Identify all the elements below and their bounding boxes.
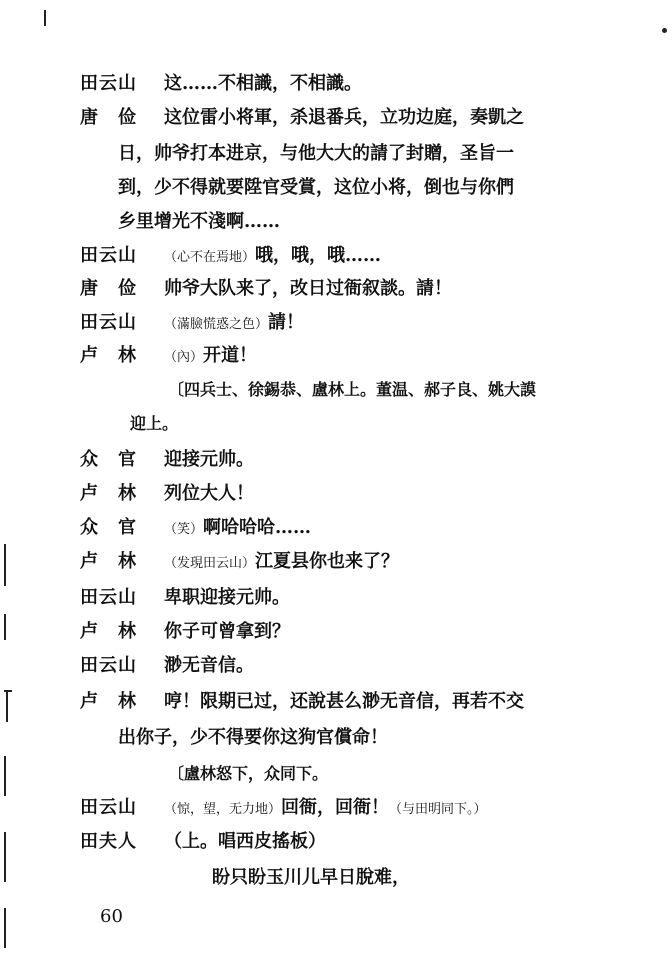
speaker-name: 卢 林 (80, 691, 137, 712)
dialogue-line (80, 277, 620, 301)
dialogue-continuation: 日，帅爷打本进京，与他大大的請了封贈，圣旨一 (118, 143, 514, 164)
speaker-name: 田云山 (80, 312, 137, 333)
dialogue-text: 帅爷大队来了，改日过衙叙談。請！ (164, 278, 452, 299)
speaker-name: 众 官 (80, 517, 137, 538)
speaker-name: 唐 俭 (80, 107, 137, 128)
dialogue-text: 这……不相識，不相識。 (164, 73, 362, 94)
dialogue-text: 回衙，回衙！ (281, 797, 390, 818)
dialogue-text: 列位大人！ (164, 483, 254, 504)
stage-direction-inline: （滿臉慌惑之色） (164, 317, 269, 332)
stage-direction-inline: （內） (164, 350, 204, 365)
dialogue-text: 哼！限期已过，还說甚么渺无音信，再若不交 (164, 691, 524, 712)
dialogue-line (80, 550, 620, 576)
song-lyric: 盼只盼玉川儿早日脫难， (212, 867, 410, 888)
dialogue-line (80, 344, 620, 370)
stage-direction: 迎上。 (130, 414, 179, 433)
dialogue-line (80, 106, 620, 130)
speaker-name: 卢 林 (80, 551, 137, 572)
scan-mark (4, 544, 6, 586)
scan-mark (4, 832, 6, 882)
speaker-name: 田云山 (80, 73, 137, 94)
dialogue-line (80, 516, 620, 542)
stage-direction-inline: （与田明同下。） (389, 802, 487, 817)
dialogue-continuation: 出你子，少不得要你这狗官償命！ (118, 727, 388, 748)
dialogue-line (80, 620, 620, 644)
dialogue-line (80, 244, 620, 270)
speaker-name: 田云山 (80, 587, 137, 608)
dialogue-continuation: 到，少不得就要陞官受賞，这位小将，倒也与你們 (118, 177, 514, 198)
dialogue-line (80, 796, 620, 822)
scan-mark (6, 692, 8, 722)
stage-direction-inline: （发現田云山） (164, 556, 256, 571)
dialogue-text: 江夏县你也来了？ (255, 551, 400, 572)
speaker-name: 田夫人 (80, 831, 137, 852)
dialogue-text: 啊哈哈哈…… (203, 517, 312, 538)
dialogue-line (80, 482, 620, 506)
dialogue-text: 請！ (268, 312, 305, 333)
stage-direction-inline: （上。唱西皮搖板） (164, 831, 326, 852)
dialogue-text: 迎接元帅。 (164, 449, 254, 470)
speaker-name: 田云山 (80, 797, 137, 818)
speaker-name: 众 官 (80, 449, 137, 470)
dialogue-line (80, 311, 620, 337)
stage-direction-inline: （笑） (164, 522, 204, 537)
dialogue-text: 你子可曾拿到？ (164, 621, 290, 642)
scan-mark (4, 908, 6, 948)
dialogue-text: 开道！ (203, 345, 258, 366)
scan-mark (662, 28, 667, 33)
dialogue-text: 哦，哦，哦…… (255, 245, 382, 266)
stage-direction: 〔盧林怒下，众同下。 (168, 764, 329, 783)
dialogue-continuation: 乡里增光不淺啊…… (118, 211, 280, 232)
stage-direction: 〔四兵士、徐錫恭、盧林上。董温、郝子良、姚大謨 (168, 380, 537, 399)
dialogue-text: 这位雷小将軍，杀退番兵，立功边庭，奏凱之 (164, 107, 524, 128)
speaker-name: 田云山 (80, 655, 137, 676)
dialogue-line (80, 690, 620, 714)
dialogue-line (80, 586, 620, 610)
scan-mark (44, 10, 46, 26)
stage-direction-inline: （心不在焉地） (164, 250, 256, 265)
scan-mark (4, 614, 6, 640)
speaker-name: 唐 俭 (80, 278, 137, 299)
speaker-name: 田云山 (80, 245, 137, 266)
page-number: 60 (100, 906, 123, 927)
dialogue-line (80, 830, 620, 854)
dialogue-text: 卑职迎接元帅。 (164, 587, 290, 608)
speaker-name: 卢 林 (80, 483, 137, 504)
speaker-name: 卢 林 (80, 345, 137, 366)
dialogue-text: 渺无音信。 (164, 655, 254, 676)
stage-direction-inline: （惊，望，无力地） (164, 802, 282, 817)
speaker-name: 卢 林 (80, 621, 137, 642)
dialogue-line (80, 654, 620, 678)
dialogue-line (80, 448, 620, 472)
scan-mark (4, 756, 6, 796)
dialogue-line (80, 72, 620, 96)
